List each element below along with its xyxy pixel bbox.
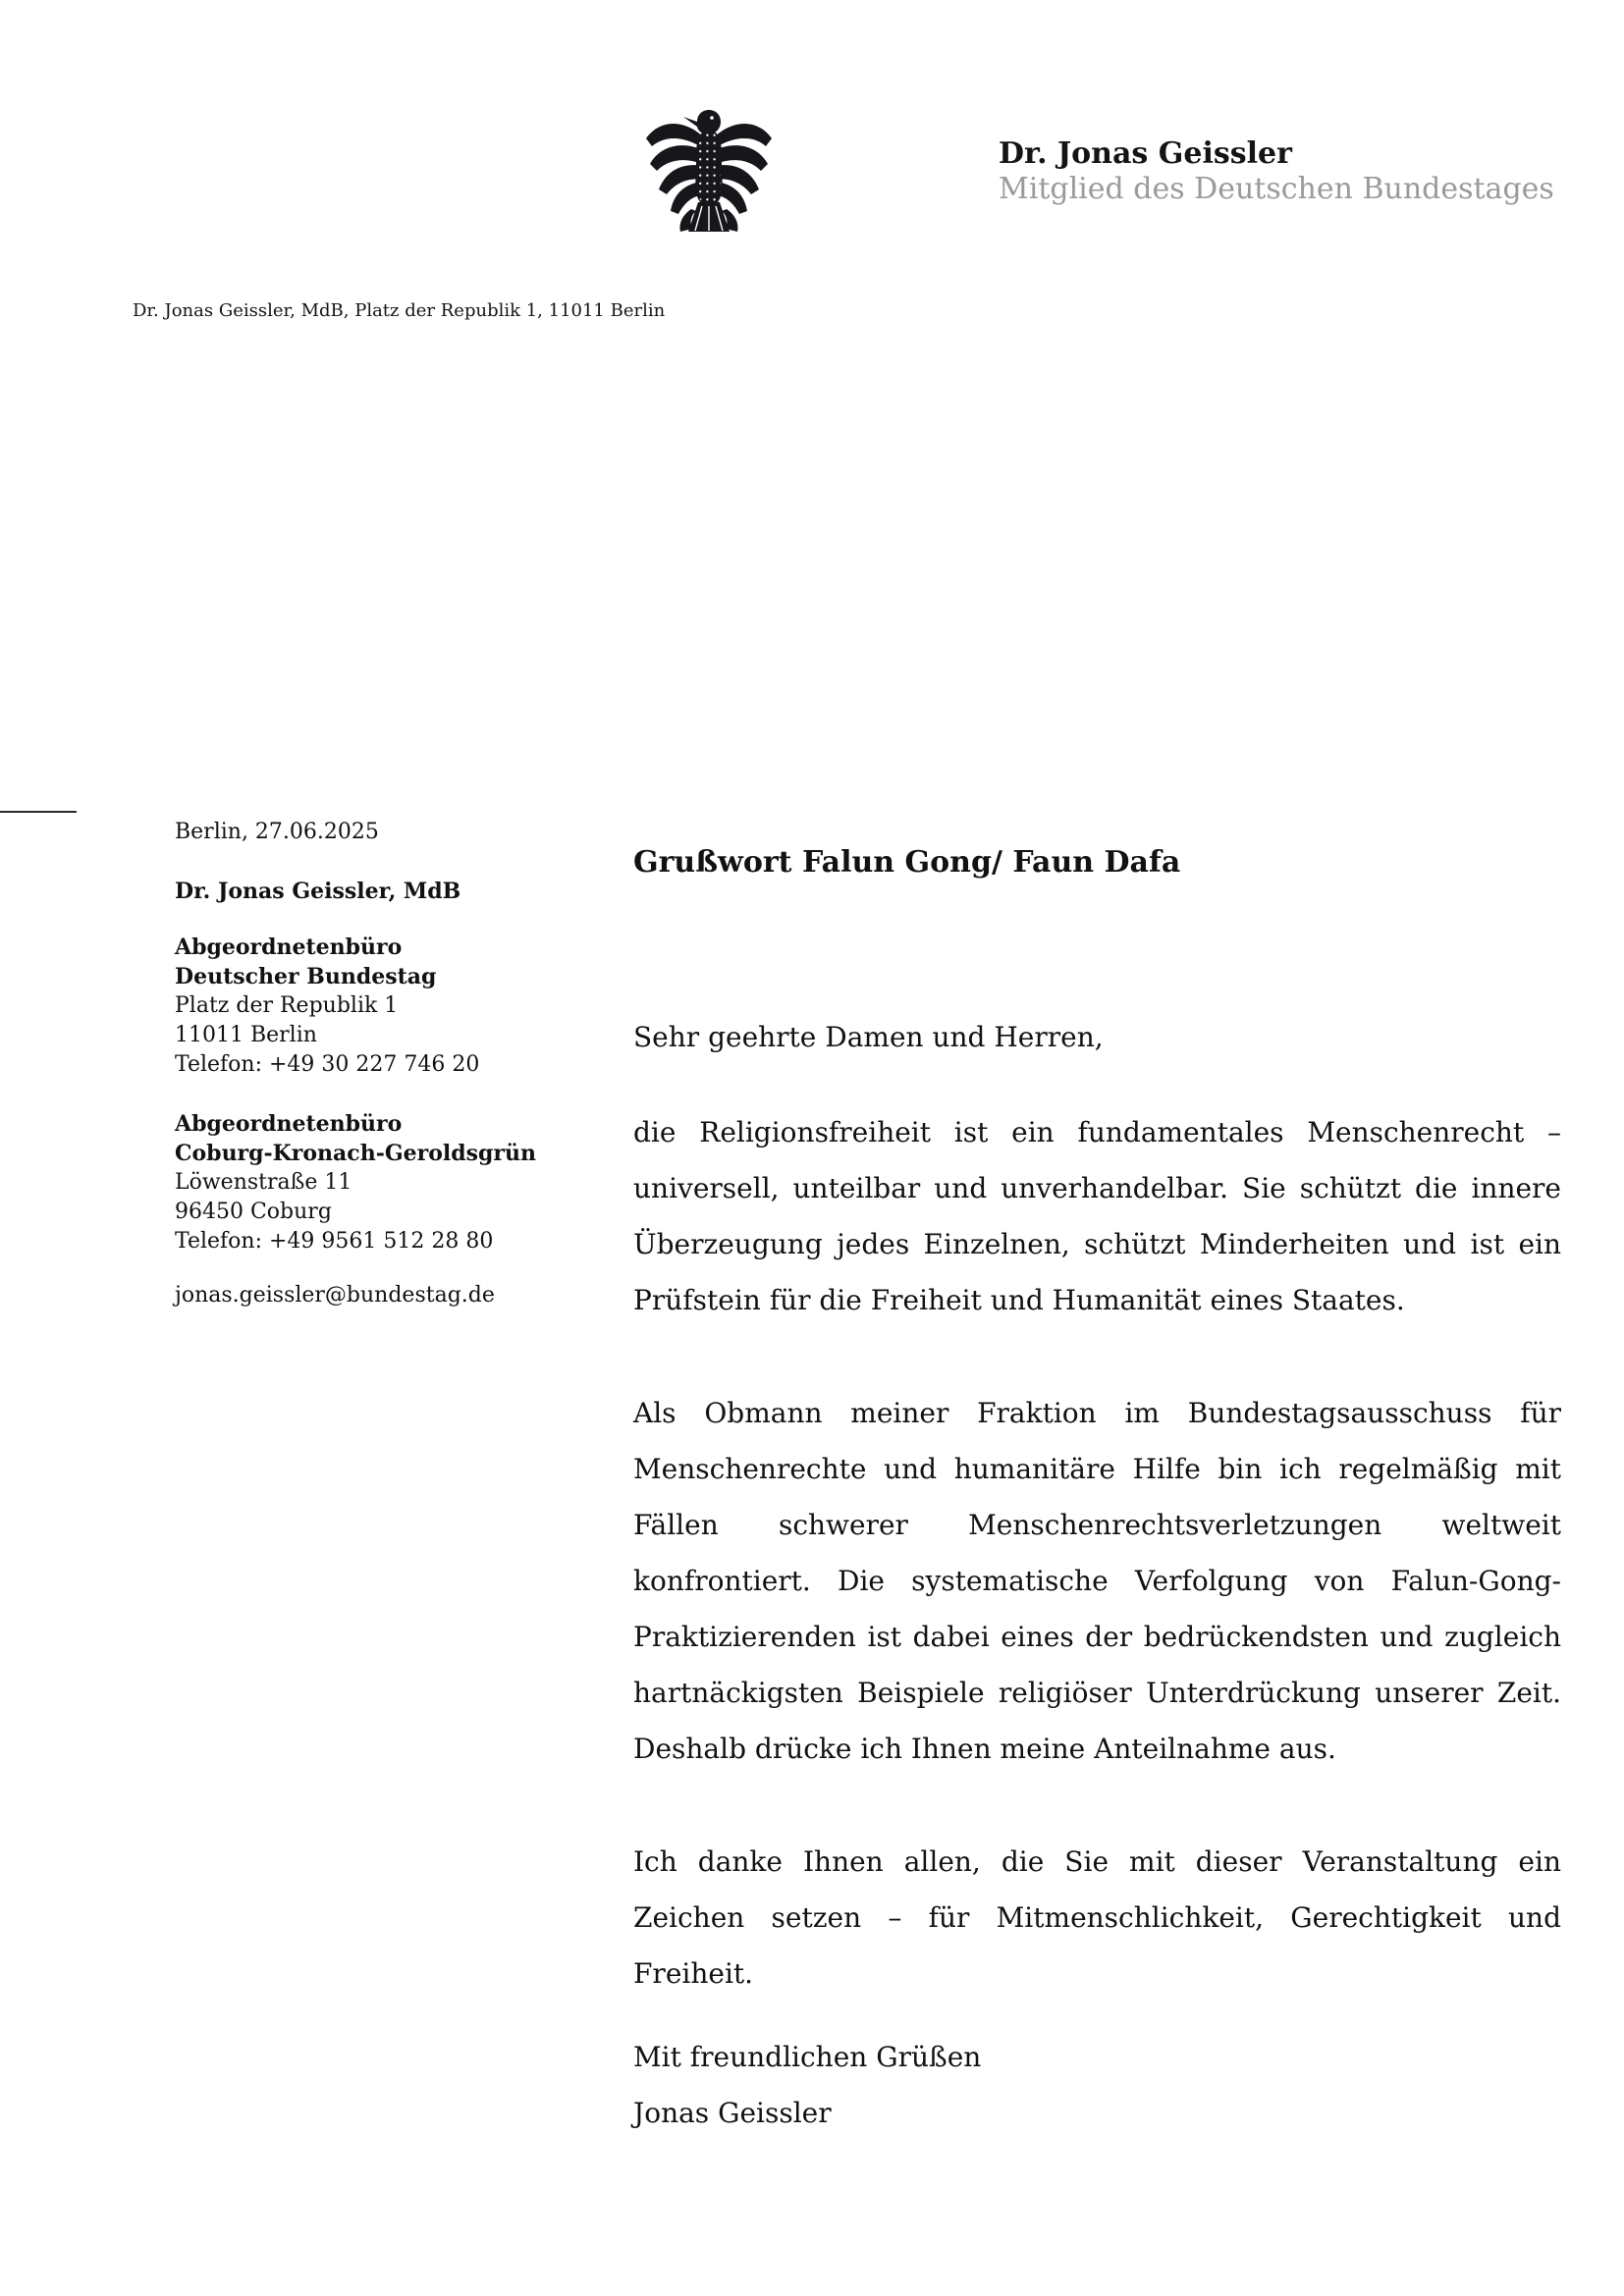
bundestag-eagle-icon	[640, 106, 778, 238]
fold-mark	[0, 811, 77, 813]
body-paragraph: Ich danke Ihnen allen, die Sie mit dieser Veranstaltung ein Zeichen setzen – für Mitmenschlichkeit, Gerechtigkeit und Freiheit.	[633, 1845, 1561, 1990]
closing-block	[633, 2029, 1561, 2141]
office-phone: Telefon: +49 9561 512 28 80	[175, 1229, 494, 1254]
contact-sidebar	[175, 818, 607, 1310]
office-coburg	[175, 1109, 607, 1256]
office-title: Coburg-Kronach-Geroldsgrün	[175, 1141, 536, 1166]
office-city: 11011 Berlin	[175, 1023, 317, 1047]
office-street: Platz der Republik 1	[175, 993, 399, 1018]
signature-name: Jonas Geissler	[633, 2097, 832, 2129]
office-title: Abgeordnetenbüro	[175, 934, 403, 960]
office-title: Abgeordnetenbüro	[175, 1111, 403, 1137]
office-berlin	[175, 933, 607, 1080]
subject-heading: Grußwort Falun Gong/ Faun Dafa	[633, 845, 1181, 880]
email-address: jonas.geissler@bundestag.de	[175, 1283, 495, 1308]
letterhead	[999, 136, 1554, 207]
letter-date: Berlin, 27.06.2025	[175, 820, 379, 844]
office-title: Deutscher Bundestag	[175, 964, 437, 989]
letterhead-name: Dr. Jonas Geissler	[999, 136, 1292, 171]
eagle-eye	[710, 116, 714, 120]
sender-address-line: Dr. Jonas Geissler, MdB, Platz der Republik 1, 11011 Berlin	[133, 300, 666, 321]
office-phone: Telefon: +49 30 227 746 20	[175, 1052, 480, 1077]
office-street: Löwenstraße 11	[175, 1170, 352, 1195]
sidebar-name: Dr. Jonas Geissler, MdB	[175, 879, 461, 904]
office-city: 96450 Coburg	[175, 1200, 332, 1224]
closing-phrase: Mit freundlichen Grüßen	[633, 2041, 982, 2073]
body-paragraph: die Religionsfreiheit ist ein fundamentales Menschenrecht – universell, unteilbar und unverhandelbar. Sie schützt die innere Überzeugung jedes Einzelnen, schützt Minderheiten und ist ein Prüfstein für die Freiheit und Humanität eines Staates.	[633, 1116, 1561, 1316]
letter-body	[633, 844, 1561, 2141]
body-paragraph: Als Obmann meiner Fraktion im Bundestagsausschuss für Menschenrechte und humanitäre Hilfe bin ich regelmäßig mit Fällen schwerer Menschenrechtsverletzungen weltweit konfrontiert. Die systematische Verfolgung von Falun-Gong-Praktizierenden ist dabei eines der bedrückendsten und zugleich hartnäckigsten Beispiele religiöser Unterdrückung unserer Zeit. Deshalb drücke ich Ihnen meine Anteilnahme aus.	[633, 1397, 1561, 1765]
salutation: Sehr geehrte Damen und Herren,	[633, 1021, 1104, 1053]
letterhead-subtitle: Mitglied des Deutschen Bundestages	[999, 172, 1554, 206]
